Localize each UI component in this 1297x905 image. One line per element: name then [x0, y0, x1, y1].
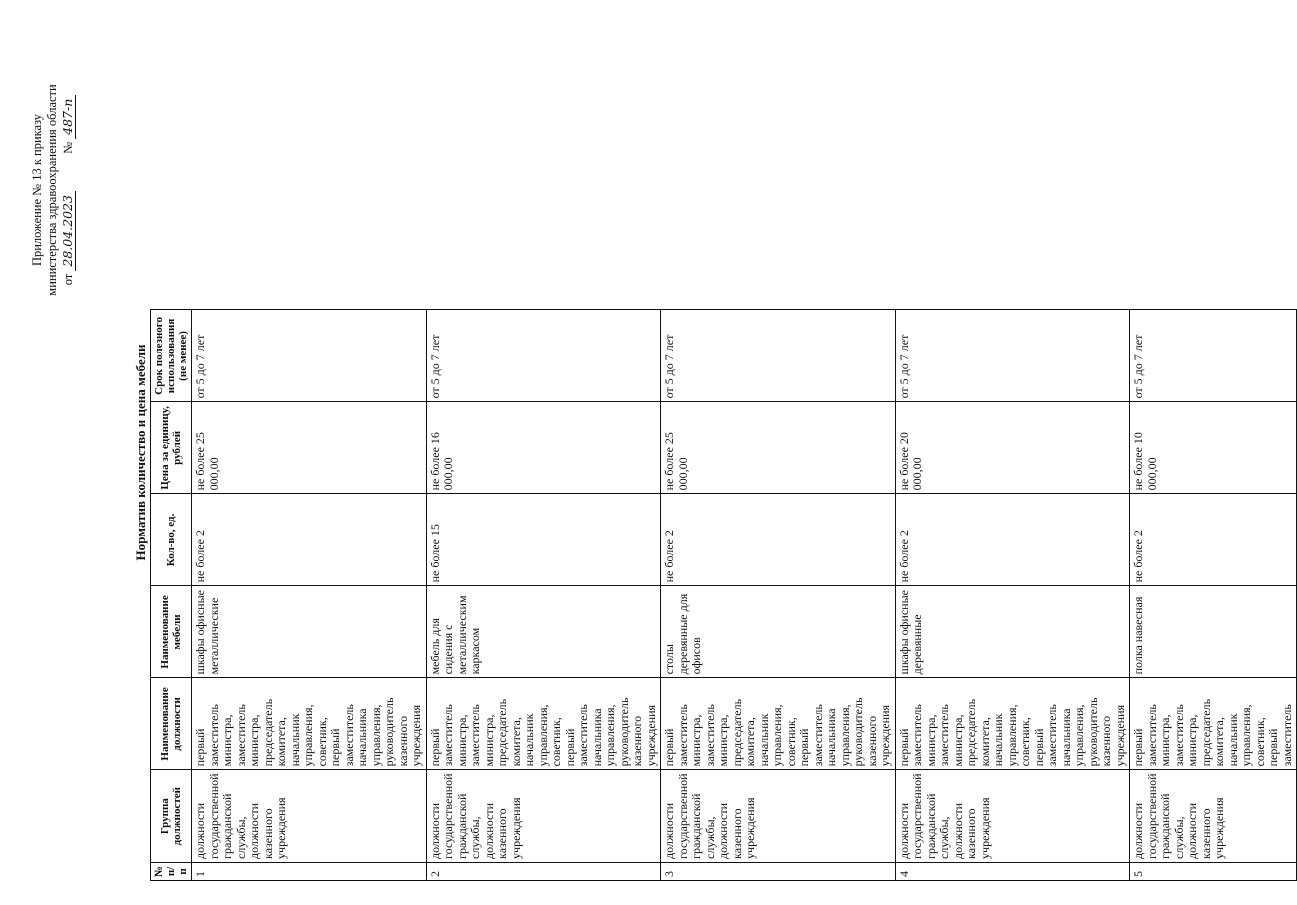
cell-price: не более 16 000,00 [426, 402, 661, 494]
cell-price: не более 25 000,00 [192, 402, 427, 494]
cell-qty: не более 2 [895, 494, 1130, 586]
cell-term: от 5 до 7 лет [426, 310, 661, 402]
cell-term: от 5 до 7 лет [895, 310, 1130, 402]
from-label: от [61, 273, 75, 286]
cell-qty: не более 2 [1130, 494, 1297, 586]
header-group: Группа должностей [151, 770, 192, 863]
handwritten-date: 28.04.2023 [60, 191, 76, 271]
cell-qty: не более 2 [192, 494, 427, 586]
header-num: № п/п [151, 862, 192, 880]
header-furniture: Наименование мебели [151, 586, 192, 678]
appendix-date-row [60, 75, 76, 305]
cell-qty: не более 2 [661, 494, 896, 586]
header-term: Срок полезного использования (не менее) [151, 310, 192, 402]
cell-price: не более 25 000,00 [661, 402, 896, 494]
cell-position: первый заместитель министра, заместитель министра, председатель комитета, начальник управления, советник, первый заместитель начальника управления, руководитель казенного учреждения [192, 678, 427, 770]
document-title: Норматив количество и цена мебели [133, 344, 148, 561]
table-header-row [151, 310, 192, 881]
handwritten-number: 487-п [60, 95, 76, 139]
table-row [661, 310, 896, 881]
cell-num: 2 [426, 862, 661, 880]
header-qty: Кол-во, ед. [151, 494, 192, 586]
cell-group: должности государственной гражданской службы, должности казенного учреждения [426, 770, 661, 863]
cell-term: от 5 до 7 лет [661, 310, 896, 402]
table-row [426, 310, 661, 881]
table-row [1130, 310, 1297, 881]
cell-price: не более 10 000,00 [1130, 402, 1297, 494]
cell-furniture: шкафы офисные металлические [192, 586, 427, 678]
cell-group: должности государственной гражданской службы, должности казенного учреждения [192, 770, 427, 863]
cell-num: 5 [1130, 862, 1297, 880]
appendix-line-2: министерства здравоохранения области [45, 84, 59, 296]
cell-term: от 5 до 7 лет [1130, 310, 1297, 402]
table-row [895, 310, 1130, 881]
furniture-norms-table [150, 309, 1297, 881]
cell-price: не более 20 000,00 [895, 402, 1130, 494]
cell-group: должности государственной гражданской службы, должности казенного учреждения [1130, 770, 1297, 863]
cell-furniture: шкафы офисные деревянные [895, 586, 1130, 678]
cell-furniture: полка навесная [1130, 586, 1297, 678]
cell-num: 1 [192, 862, 427, 880]
cell-position: первый заместитель министра, заместитель министра, председатель комитета, начальник управления, советник, первый заместитель начальника управления, руководитель казенного учреждения [661, 678, 896, 770]
table-row [192, 310, 427, 881]
cell-furniture: мебель для сидения с металлическим каркасом [426, 586, 661, 678]
cell-group: должности государственной гражданской службы, должности казенного учреждения [661, 770, 896, 863]
cell-num: 4 [895, 862, 1130, 880]
cell-qty: не более 15 [426, 494, 661, 586]
cell-position: первый заместитель министра, заместитель министра, председатель комитета, начальник управления, советник, первый заместитель начальника управления, руководитель казенного учреждения [895, 678, 1130, 770]
cell-position: первый заместитель министра, заместитель министра, председатель комитета, начальник управления, советник, первый заместитель [1130, 678, 1297, 770]
number-label: № [61, 141, 75, 154]
cell-num: 3 [661, 862, 896, 880]
cell-furniture: столы деревянные для офисов [661, 586, 896, 678]
header-price: Цена за единицу, рублей [151, 402, 192, 494]
header-position: Наименование должности [151, 678, 192, 770]
cell-group: должности государственной гражданской службы, должности казенного учреждения [895, 770, 1130, 863]
appendix-header [30, 75, 76, 305]
appendix-line-1: Приложение № 13 к приказу [30, 113, 44, 267]
cell-position: первый заместитель министра, заместитель министра, председатель комитета, начальник управления, советник, первый заместитель начальника управления, руководитель казенного учреждения [426, 678, 661, 770]
cell-term: от 5 до 7 лет [192, 310, 427, 402]
